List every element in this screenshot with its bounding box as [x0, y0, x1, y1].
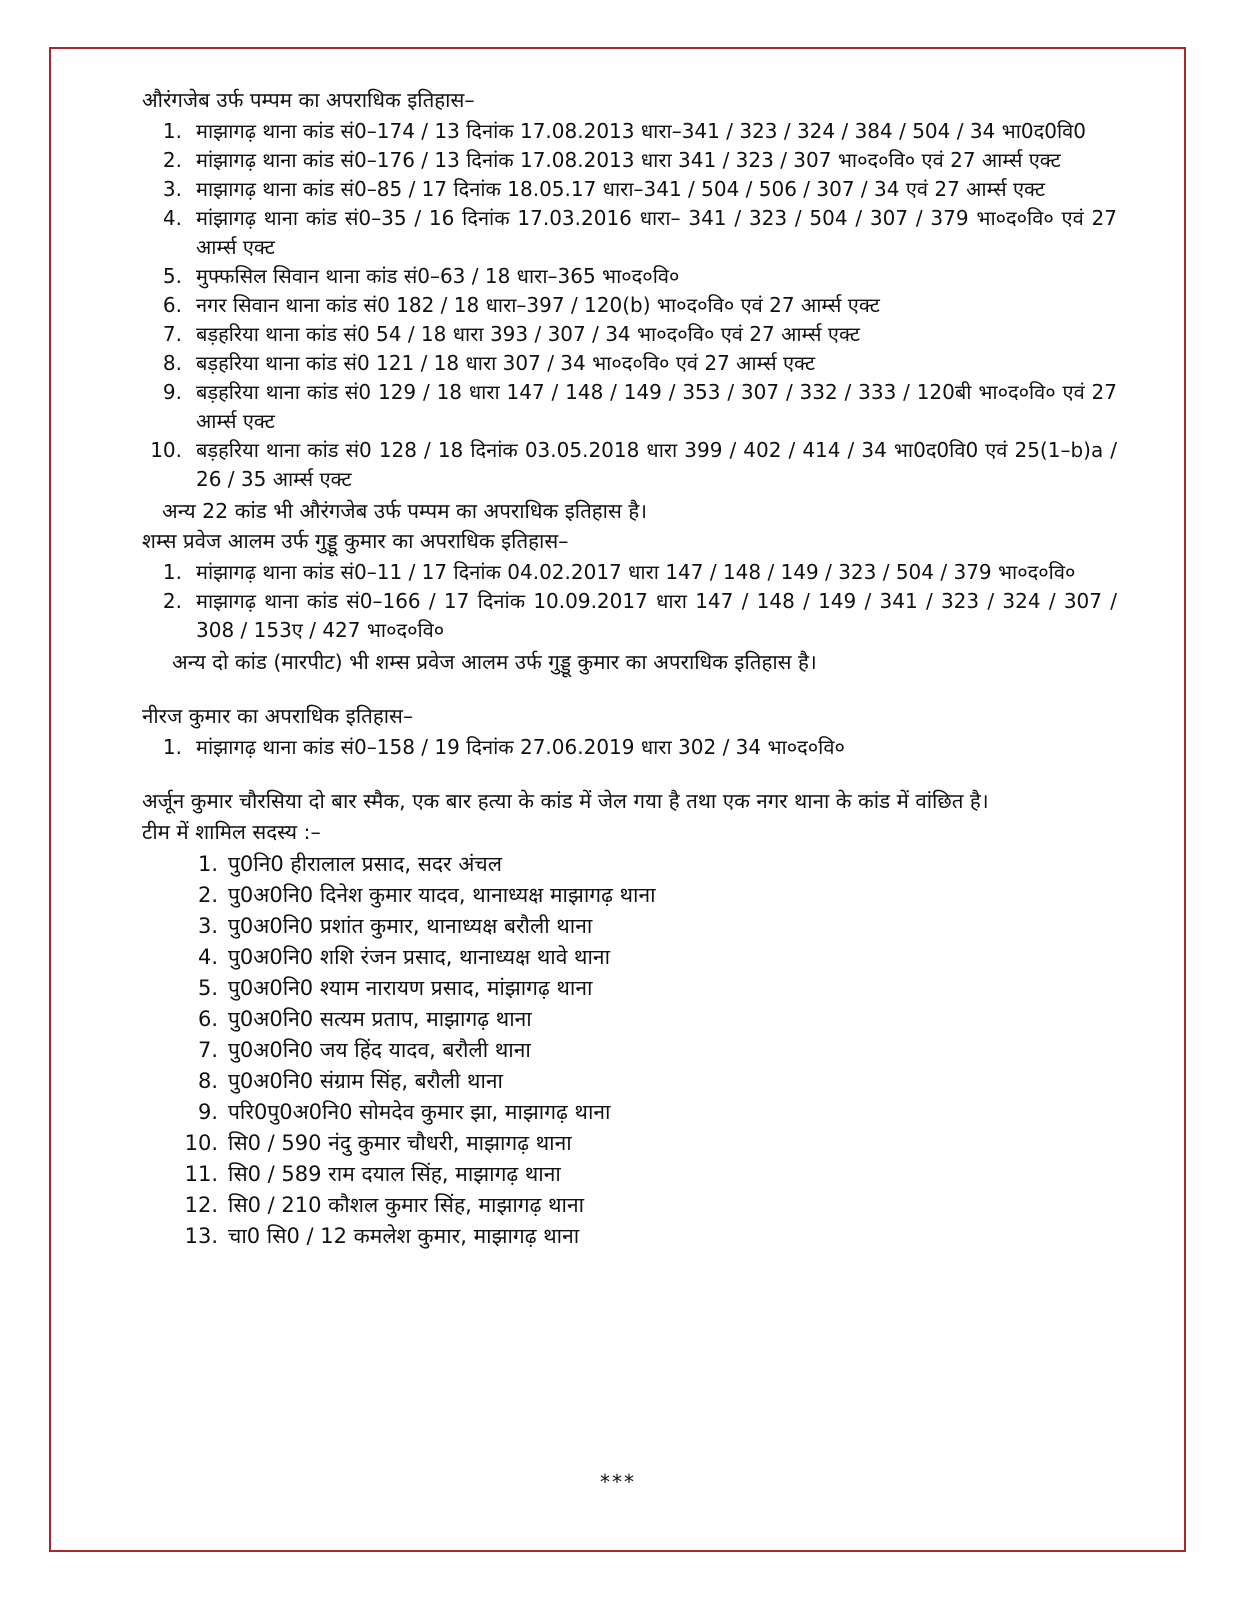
list-item — [142, 973, 1117, 1004]
list-item — [142, 558, 1117, 587]
list-item — [142, 880, 1117, 911]
document-body — [142, 85, 1117, 1252]
list-item — [142, 733, 1117, 762]
member-text: पु0अ0नि0 जय हिंद यादव, बरौली थाना — [228, 1038, 531, 1062]
section2-list — [142, 558, 1117, 645]
list-item — [142, 320, 1117, 349]
item-text: मांझागढ़ थाना कांड सं0–176 / 13 दिनांक 17.08.2013 धारा 341 / 323 / 307 भा०द०वि० एवं 27 आर्म्स एक्ट — [196, 148, 1061, 172]
item-number: 1. — [162, 119, 182, 143]
member-text: पु0अ0नि0 शशि रंजन प्रसाद, थानाध्यक्ष थावे थाना — [228, 945, 611, 969]
item-number: 11. — [184, 1162, 218, 1186]
section4-paragraph: अर्जून कुमार चौरसिया दो बार स्मैक, एक बार हत्या के कांड में जेल गया है तथा एक नगर थाना के कांड में वांछित है। — [142, 789, 989, 813]
section1-note: अन्य 22 कांड भी औरंगजेब उर्फ पम्पम का अपराधिक इतिहास है। — [162, 499, 648, 523]
list-item — [142, 1221, 1117, 1252]
member-text: पु0अ0नि0 श्याम नारायण प्रसाद, मांझागढ़ थाना — [228, 976, 593, 1000]
member-text: पु0अ0नि0 संग्राम सिंह, बरौली थाना — [228, 1069, 503, 1093]
list-item — [142, 1035, 1117, 1066]
member-text: चा0 सि0 / 12 कमलेश कुमार, माझागढ़ थाना — [228, 1224, 580, 1248]
item-number: 5. — [197, 976, 218, 1000]
item-text: मांझागढ़ थाना कांड सं0–11 / 17 दिनांक 04.02.2017 धारा 147 / 148 / 149 / 323 / 504 / 379 भा०द०वि० — [196, 560, 1076, 584]
list-item — [142, 349, 1117, 378]
item-number: 3. — [197, 914, 218, 938]
item-number: 10. — [150, 438, 182, 462]
item-number: 10. — [184, 1131, 218, 1155]
item-number: 4. — [162, 206, 182, 230]
item-text: मांझागढ़ थाना कांड सं0–158 / 19 दिनांक 27.06.2019 धारा 302 / 34 भा०द०वि० — [196, 735, 845, 759]
member-text: सि0 / 590 नंदु कुमार चौधरी, माझागढ़ थाना — [228, 1131, 572, 1155]
item-text: माझागढ़ थाना कांड सं0–174 / 13 दिनांक 17.08.2013 धारा–341 / 323 / 324 / 384 / 504 / 34 भा0द0वि0 — [196, 119, 1086, 143]
section3-heading: नीरज कुमार का अपराधिक इतिहास– — [142, 704, 414, 728]
section1-heading: औरंगजेब उर्फ पम्पम का अपराधिक इतिहास– — [142, 88, 475, 112]
team-list — [142, 849, 1117, 1252]
list-item — [142, 175, 1117, 204]
item-number: 1. — [162, 560, 182, 584]
member-text: सि0 / 589 राम दयाल सिंह, माझागढ़ थाना — [228, 1162, 561, 1186]
item-number: 2. — [197, 883, 218, 907]
section3-list — [142, 733, 1117, 762]
section2-note: अन्य दो कांड (मारपीट) भी शम्स प्रवेज आलम उर्फ गुड्डू कुमार का अपराधिक इतिहास है। — [172, 650, 817, 674]
list-item — [142, 262, 1117, 291]
list-item — [142, 849, 1117, 880]
item-number: 8. — [162, 351, 182, 375]
item-number: 4. — [197, 945, 218, 969]
member-text: पु0अ0नि0 प्रशांत कुमार, थानाध्यक्ष बरौली थाना — [228, 914, 593, 938]
item-text: नगर सिवान थाना कांड सं0 182 / 18 धारा–397 / 120(b) भा०द०वि० एवं 27 आर्म्स एक्ट — [196, 293, 880, 317]
list-item — [142, 1190, 1117, 1221]
item-number: 2. — [162, 148, 182, 172]
section2-heading: शम्स प्रवेज आलम उर्फ गुड्डू कुमार का अपराधिक इतिहास– — [142, 529, 569, 553]
section1-list — [142, 117, 1117, 494]
item-number: 9. — [197, 1100, 218, 1124]
list-item — [142, 1159, 1117, 1190]
item-number: 5. — [162, 264, 182, 288]
item-number: 7. — [197, 1038, 218, 1062]
list-item — [142, 911, 1117, 942]
item-number: 7. — [162, 322, 182, 346]
list-item — [142, 117, 1117, 146]
member-text: पु0अ0नि0 दिनेश कुमार यादव, थानाध्यक्ष माझागढ़ थाना — [228, 883, 656, 907]
item-number: 13. — [184, 1224, 218, 1248]
list-item — [142, 291, 1117, 320]
end-stars: *** — [600, 1470, 636, 1494]
item-number: 6. — [162, 293, 182, 317]
list-item — [142, 204, 1117, 262]
list-item — [142, 146, 1117, 175]
item-number: 12. — [184, 1193, 218, 1217]
spacer — [142, 762, 1117, 786]
item-text: मुफ्फसिल सिवान थाना कांड सं0–63 / 18 धारा–365 भा०द०वि० — [196, 264, 680, 288]
member-text: पु0नि0 हीरालाल प्रसाद, सदर अंचल — [228, 852, 502, 876]
list-item — [142, 1128, 1117, 1159]
list-item — [142, 942, 1117, 973]
spacer — [142, 677, 1117, 701]
item-text: माझागढ़ थाना कांड सं0–85 / 17 दिनांक 18.05.17 धारा–341 / 504 / 506 / 307 / 34 एवं 27 आर्म्स एक्ट — [196, 177, 1046, 201]
item-text: मांझागढ़ थाना कांड सं0–35 / 16 दिनांक 17.03.2016 धारा– 341 / 323 / 504 / 307 / 379 भा०द०वि० एवं 27 आर्म्स एक्ट — [196, 206, 1117, 259]
item-number: 2. — [162, 589, 182, 613]
list-item — [142, 436, 1117, 494]
item-number: 3. — [162, 177, 182, 201]
item-text: बड़हरिया थाना कांड सं0 129 / 18 धारा 147 / 148 / 149 / 353 / 307 / 332 / 333 / 120बी भा०द०वि० एवं 27 आर्म्स एक्ट — [196, 380, 1117, 433]
item-number: 1. — [162, 735, 182, 759]
team-heading: टीम में शामिल सदस्य :– — [142, 820, 321, 844]
member-text: पु0अ0नि0 सत्यम प्रताप, माझागढ़ थाना — [228, 1007, 532, 1031]
item-number: 8. — [197, 1069, 218, 1093]
list-item — [142, 587, 1117, 645]
list-item — [142, 378, 1117, 436]
item-text: बड़हरिया थाना कांड सं0 128 / 18 दिनांक 03.05.2018 धारा 399 / 402 / 414 / 34 भा0द0वि0 एवं 25(1–b)a / 26 / 35 आर्म्स एक्ट — [196, 438, 1117, 491]
item-text: बड़हरिया थाना कांड सं0 121 / 18 धारा 307 / 34 भा०द०वि० एवं 27 आर्म्स एक्ट — [196, 351, 816, 375]
item-number: 1. — [197, 852, 218, 876]
member-text: परि0पु0अ0नि0 सोमदेव कुमार झा, माझागढ़ थाना — [228, 1100, 611, 1124]
list-item — [142, 1066, 1117, 1097]
list-item — [142, 1097, 1117, 1128]
item-number: 6. — [197, 1007, 218, 1031]
list-item — [142, 1004, 1117, 1035]
item-text: माझागढ़ थाना कांड सं0–166 / 17 दिनांक 10.09.2017 धारा 147 / 148 / 149 / 341 / 323 / 324 / 307 / 308 / 153ए / 427 भा०द०वि० — [196, 589, 1117, 642]
item-number: 9. — [162, 380, 182, 404]
item-text: बड़हरिया थाना कांड सं0 54 / 18 धारा 393 / 307 / 34 भा०द०वि० एवं 27 आर्म्स एक्ट — [196, 322, 860, 346]
member-text: सि0 / 210 कौशल कुमार सिंह, माझागढ़ थाना — [228, 1193, 585, 1217]
